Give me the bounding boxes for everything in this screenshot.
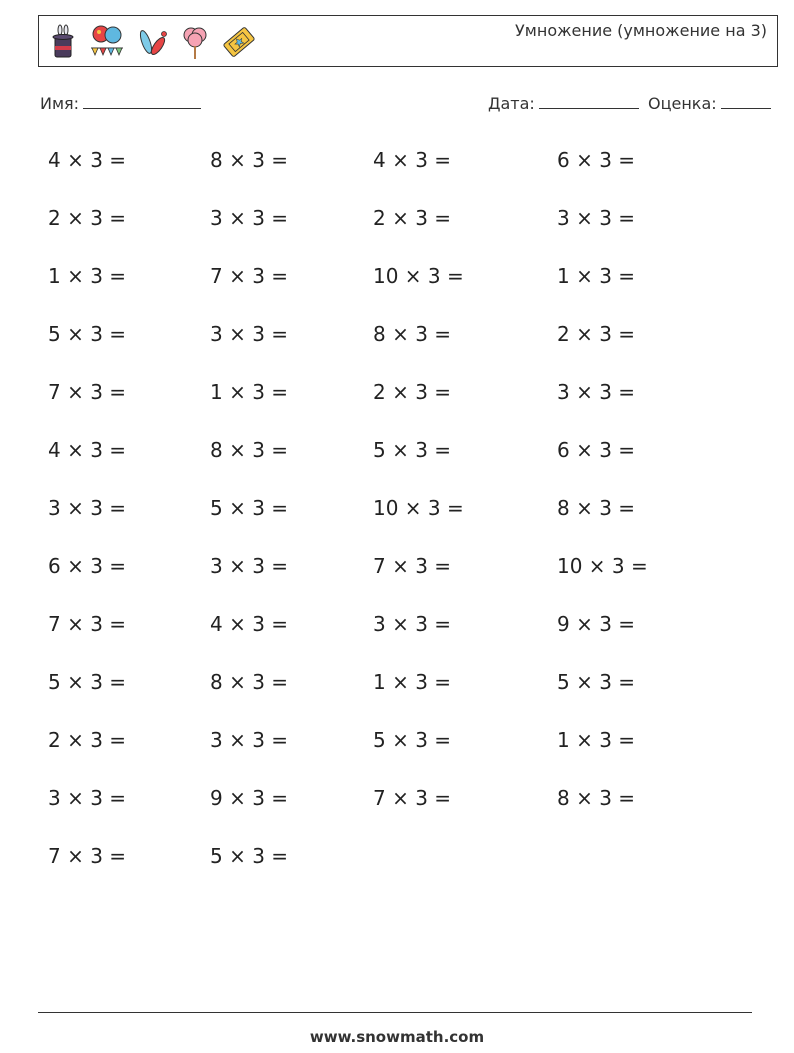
problem-item: 8 × 3 = [210, 438, 289, 462]
problem-item: 9 × 3 = [557, 612, 636, 636]
problem-item: 10 × 3 = [373, 496, 464, 520]
worksheet-header [38, 15, 778, 67]
problem-item: 2 × 3 = [373, 380, 452, 404]
name-blank[interactable] [83, 94, 201, 109]
problem-item: 4 × 3 = [210, 612, 289, 636]
problem-item: 1 × 3 = [557, 264, 636, 288]
problem-item: 5 × 3 = [373, 728, 452, 752]
problem-item: 7 × 3 = [48, 612, 127, 636]
score-label: Оценка: [648, 94, 717, 113]
problem-item: 2 × 3 = [48, 728, 127, 752]
problem-item: 7 × 3 = [48, 380, 127, 404]
problem-item: 1 × 3 = [373, 670, 452, 694]
score-blank[interactable] [721, 94, 771, 109]
problem-item: 3 × 3 = [210, 728, 289, 752]
problem-item: 2 × 3 = [48, 206, 127, 230]
problem-item: 3 × 3 = [210, 554, 289, 578]
problem-item: 8 × 3 = [373, 322, 452, 346]
worksheet-title: Умножение (умножение на 3) [515, 21, 767, 40]
problem-item: 6 × 3 = [48, 554, 127, 578]
problem-item: 6 × 3 = [557, 438, 636, 462]
problem-item: 4 × 3 = [48, 148, 127, 172]
problem-item: 1 × 3 = [557, 728, 636, 752]
date-field [488, 94, 639, 113]
problem-item: 3 × 3 = [557, 206, 636, 230]
date-label: Дата: [488, 94, 535, 113]
problem-item: 3 × 3 = [373, 612, 452, 636]
magic-hat-icon [49, 24, 77, 60]
problem-item: 8 × 3 = [210, 148, 289, 172]
problem-item: 10 × 3 = [557, 554, 648, 578]
problem-item: 5 × 3 = [557, 670, 636, 694]
problem-item: 5 × 3 = [48, 670, 127, 694]
problem-item: 7 × 3 = [373, 786, 452, 810]
problem-item: 5 × 3 = [210, 844, 289, 868]
problem-item: 8 × 3 = [210, 670, 289, 694]
problem-item: 8 × 3 = [557, 496, 636, 520]
problem-item: 3 × 3 = [557, 380, 636, 404]
problem-item: 6 × 3 = [557, 148, 636, 172]
problem-item: 3 × 3 = [210, 206, 289, 230]
problem-item: 2 × 3 = [373, 206, 452, 230]
icon-strip [49, 20, 257, 64]
problem-item: 10 × 3 = [373, 264, 464, 288]
ticket-icon [221, 24, 257, 60]
problem-item: 5 × 3 = [210, 496, 289, 520]
cotton-candy-icon [181, 24, 209, 60]
date-blank[interactable] [539, 94, 639, 109]
problem-item: 5 × 3 = [48, 322, 127, 346]
problem-item: 9 × 3 = [210, 786, 289, 810]
problem-item: 2 × 3 = [557, 322, 636, 346]
footer-divider [38, 1012, 752, 1013]
problem-item: 3 × 3 = [210, 322, 289, 346]
footer-url: www.snowmath.com [309, 1028, 485, 1046]
juggling-pins-icon [137, 24, 169, 60]
problem-item: 3 × 3 = [48, 496, 127, 520]
name-field [40, 94, 201, 113]
problem-item: 3 × 3 = [48, 786, 127, 810]
problem-item: 5 × 3 = [373, 438, 452, 462]
problem-item: 7 × 3 = [210, 264, 289, 288]
problem-item: 7 × 3 = [373, 554, 452, 578]
name-label: Имя: [40, 94, 80, 113]
balloons-bunting-icon [89, 24, 125, 60]
problem-item: 1 × 3 = [48, 264, 127, 288]
problem-item: 8 × 3 = [557, 786, 636, 810]
problem-item: 1 × 3 = [210, 380, 289, 404]
problem-item: 4 × 3 = [48, 438, 127, 462]
problem-item: 7 × 3 = [48, 844, 127, 868]
score-field [648, 94, 771, 113]
problem-item: 4 × 3 = [373, 148, 452, 172]
